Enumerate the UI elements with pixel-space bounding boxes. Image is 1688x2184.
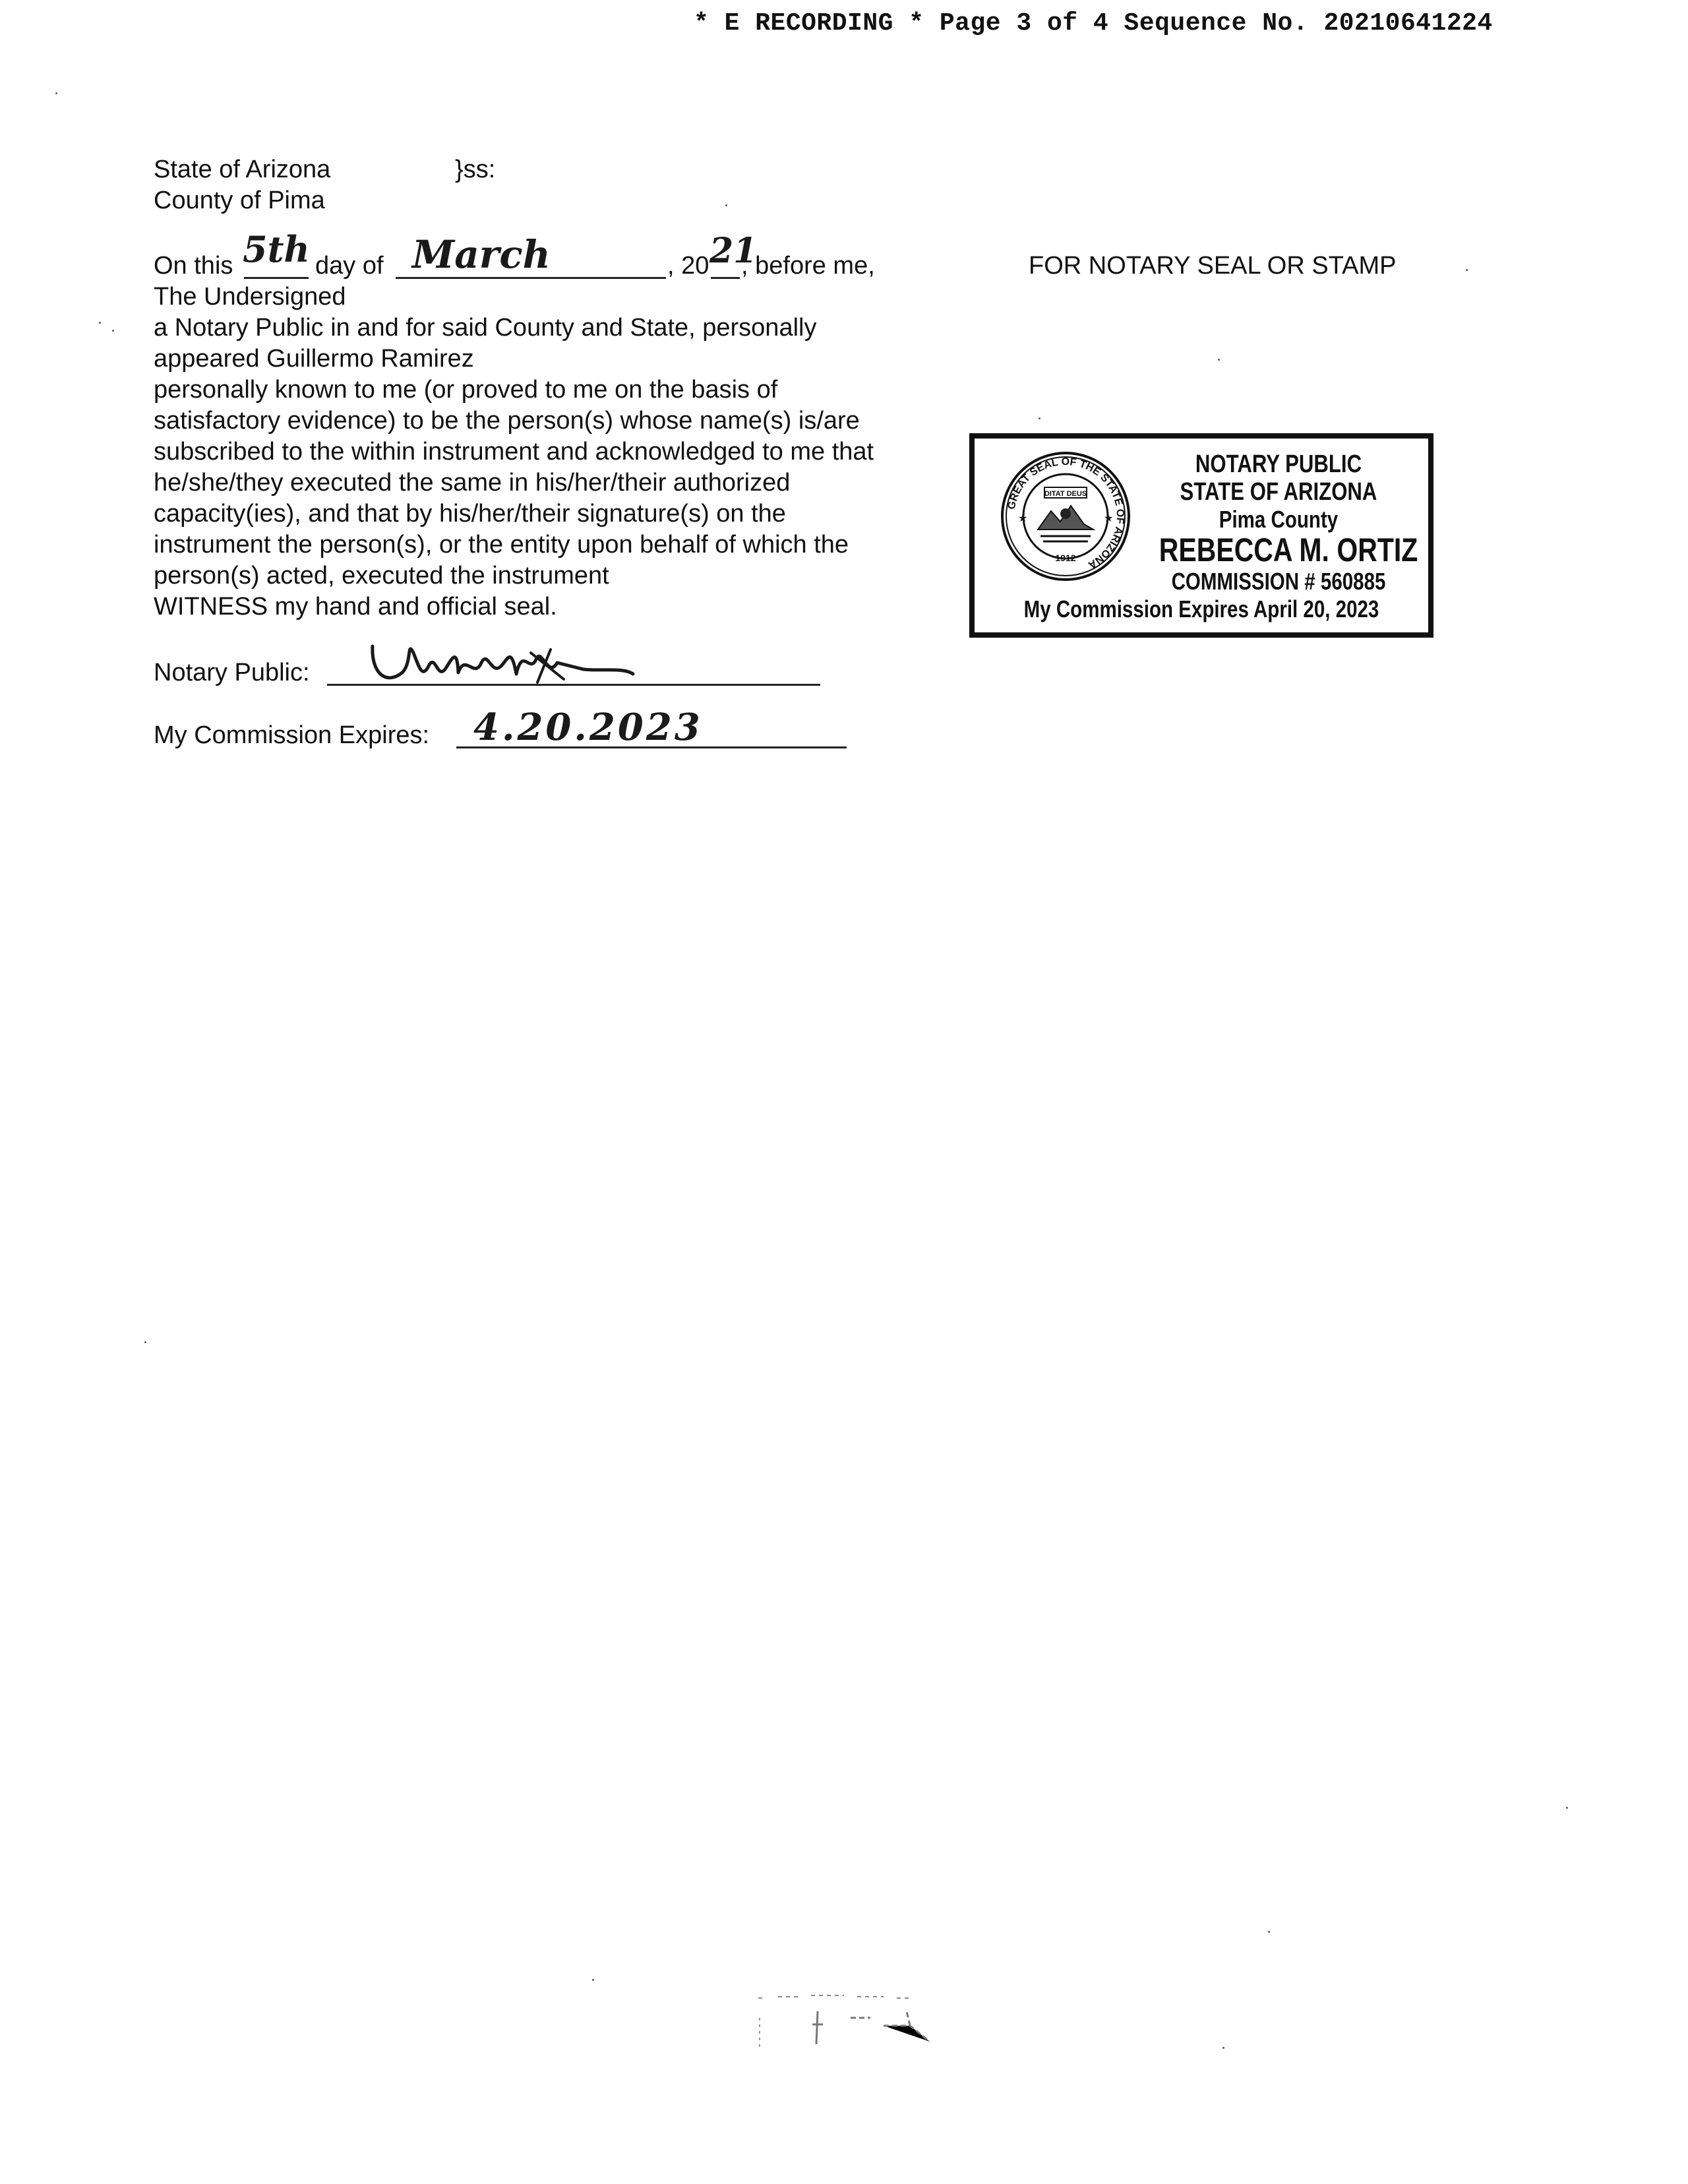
day-underline	[244, 277, 309, 279]
venue-ss: }ss:	[455, 156, 496, 183]
body-line: personally known to me (or proved to me on the basis of	[154, 376, 778, 404]
year-prefix: , 20	[667, 252, 709, 280]
stamp-line-3: Pima County	[1219, 506, 1339, 533]
month-underline	[396, 277, 666, 279]
venue-state: State of Arizona	[154, 156, 331, 183]
scan-speck	[144, 1341, 146, 1343]
scan-speck	[1218, 359, 1220, 361]
arizona-seal-icon	[1000, 450, 1131, 582]
body-line: satisfactory evidence) to be the person(s) whose name(s) is/are	[154, 407, 860, 435]
seal-year: 1912	[1055, 553, 1076, 563]
scan-speck	[1466, 269, 1468, 271]
commission-handwritten: 4.20.2023	[473, 706, 703, 749]
svg-text:★: ★	[1018, 512, 1028, 524]
seal-ring-text: GREAT SEAL OF THE STATE OF ARIZONA	[1006, 456, 1126, 571]
notary-stamp	[969, 433, 1433, 638]
svg-text:★: ★	[1104, 512, 1114, 524]
scan-speck	[112, 330, 114, 332]
body-line: WITNESS my hand and official seal.	[154, 593, 557, 621]
scan-speck	[1268, 1931, 1270, 1933]
stamp-notary-name: REBECCA M. ORTIZ	[1159, 531, 1418, 568]
body-line: capacity(ies), and that by his/her/their signature(s) on the	[154, 500, 786, 528]
scan-speck	[99, 322, 101, 324]
on-this-label: On this	[154, 252, 233, 280]
stamp-line-2: STATE OF ARIZONA	[1180, 478, 1377, 506]
scan-smudge	[752, 1985, 963, 2064]
seal-area-label: FOR NOTARY SEAL OR STAMP	[1029, 252, 1397, 280]
body-line: he/she/they executed the same in his/her/their authorized	[154, 469, 791, 497]
stamp-line-1: NOTARY PUBLIC	[1195, 450, 1362, 478]
year-handwritten: 21	[709, 231, 758, 271]
day-handwritten: 5th	[243, 228, 310, 270]
officer-name: The Undersigned	[154, 283, 346, 311]
scan-speck	[725, 204, 727, 206]
body-line: subscribed to the within instrument and acknowledged to me that	[154, 438, 874, 466]
body-line: person(s) acted, executed the instrument	[154, 562, 609, 590]
body-line: appeared Guillermo Ramirez	[154, 345, 474, 373]
acknowledgment-body	[154, 313, 874, 622]
scan-speck	[1222, 2047, 1224, 2049]
stamp-commission: COMMISSION # 560885	[1171, 568, 1386, 595]
notary-public-label: Notary Public:	[154, 659, 310, 686]
scan-speck	[55, 92, 57, 94]
day-of-label: day of	[315, 252, 384, 280]
body-line: a Notary Public in and for said County and State, personally	[154, 314, 817, 342]
year-underline	[711, 277, 740, 279]
seal-motto: DITAT DEUS	[1044, 490, 1087, 498]
scan-speck	[1566, 1807, 1568, 1809]
before-me-label: , before me,	[741, 252, 875, 280]
commission-label: My Commission Expires:	[154, 721, 430, 749]
stamp-expires: My Commission Expires April 20, 2023	[1023, 595, 1379, 622]
body-line: instrument the person(s), or the entity upon behalf of which the	[154, 531, 849, 559]
month-handwritten: March	[412, 232, 551, 277]
recording-header: * E RECORDING * Page 3 of 4 Sequence No. 20210641224	[694, 9, 1493, 38]
scan-speck	[1039, 417, 1040, 419]
notary-signature	[366, 633, 643, 692]
scan-speck	[592, 1979, 594, 1981]
venue-county: County of Pima	[154, 187, 325, 214]
